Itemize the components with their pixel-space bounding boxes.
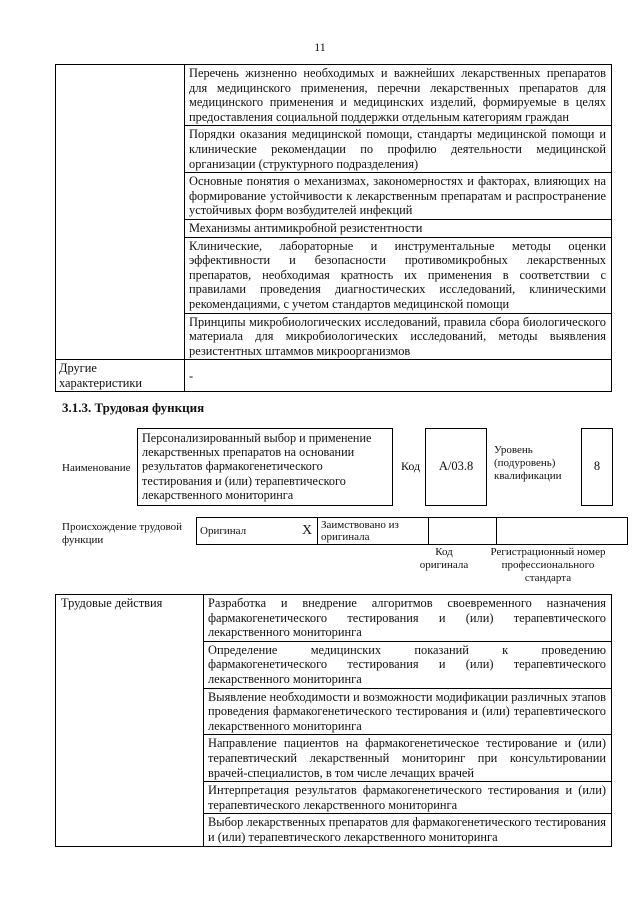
code-label: Код — [401, 459, 421, 473]
qualification-level-label: Уровень (подуровень) квалификации — [494, 444, 562, 482]
other-characteristics-value: - — [185, 360, 612, 392]
origin-table — [196, 517, 628, 545]
borrowed-label: Заимствовано из оригинала — [318, 518, 429, 545]
registration-number-cell — [497, 518, 628, 545]
other-characteristics-label: Другие характеристики — [56, 360, 185, 392]
table-cell-empty — [56, 65, 185, 360]
original-label: Оригинал — [200, 524, 247, 537]
table-cell: Выявление необходимости и возможности модификации различных этапов проведения фармакогенетического тестирования и (или) терапевтического лекарственного мониторинга — [204, 688, 612, 735]
function-name-box: Персонализированный выбор и применение лекарственных препаратов на основании результатов фармакогенетического тестирования и (или) терапевтического лекарственного мониторинга — [137, 428, 393, 506]
table-cell: Интерпретация результатов фармакогенетического тестирования и (или) терапевтического лекарственного мониторинга — [204, 782, 612, 814]
table-cell: Принципы микробиологических исследований, правила сбора биологического материала для микробиологических исследований, методы выявления резистентных штаммов микроорганизмов — [185, 313, 612, 360]
name-label: Наименование — [62, 462, 131, 474]
page-number: 11 — [314, 40, 326, 54]
labor-actions-label: Трудовые действия — [56, 595, 204, 847]
table-row — [197, 518, 628, 545]
table-cell: Механизмы антимикробной резистентности — [185, 219, 612, 237]
table-row-other — [56, 360, 612, 392]
original-cell — [197, 518, 298, 545]
table-cell: Выбор лекарственных препаратов для фармакогенетического тестирования и (или) терапевтического лекарственного мониторинга — [204, 814, 612, 846]
original-code-cell — [429, 518, 497, 545]
table-cell: Клинические, лабораторные и инструментальные методы оценки эффективности и безопасности противомикробных лекарственных препаратов, необходимая кратность их применения в соответствии с правилами проведения диагностических исследований, клиническими рекомендациями, с учетом стандартов медицинской помощи — [185, 237, 612, 313]
table-cell: Перечень жизненно необходимых и важнейших лекарственных препаратов для медицинского применения, перечни лекарственных препаратов для медицинского применения и медицинских изделий, формируемые в целях предоставления социальной поддержки отдельным категориям граждан — [185, 65, 612, 126]
knowledge-table — [55, 64, 612, 392]
registration-number-caption: Регистрационный номер профессионального стандарта — [490, 546, 606, 584]
qualification-level-box: 8 — [581, 428, 613, 506]
origin-label: Происхождение трудовой функции — [62, 521, 183, 546]
table-cell: Основные понятия о механизмах, закономерностях и факторах, влияющих на формирование устойчивости к лекарственным препаратам и распространение устойчивых форм возбудителей инфекций — [185, 173, 612, 220]
table-cell: Порядки оказания медицинской помощи, стандарты медицинской помощи и клинические рекомендации по профилю деятельности медицинской организации (структурного подразделения) — [185, 126, 612, 173]
table-row — [56, 65, 612, 126]
section-heading: 3.1.3. Трудовая функция — [62, 400, 205, 415]
function-code-box: A/03.8 — [425, 428, 487, 506]
original-code-caption: Код оригинала — [419, 546, 469, 571]
table-row — [56, 595, 612, 642]
table-cell: Разработка и внедрение алгоритмов своевременного назначения фармакогенетического тестирования и (или) терапевтического лекарственного мониторинга — [204, 595, 612, 642]
table-cell: Направление пациентов на фармакогенетическое тестирование и (или) терапевтический лекарственный мониторинг при консультировании врачей-специалистов, в том числе лечащих врачей — [204, 735, 612, 782]
original-mark: X — [297, 518, 318, 545]
table-cell: Определение медицинских показаний к проведению фармакогенетического тестирования и (или) терапевтического лекарственного мониторинга — [204, 641, 612, 688]
labor-actions-table — [55, 594, 612, 847]
